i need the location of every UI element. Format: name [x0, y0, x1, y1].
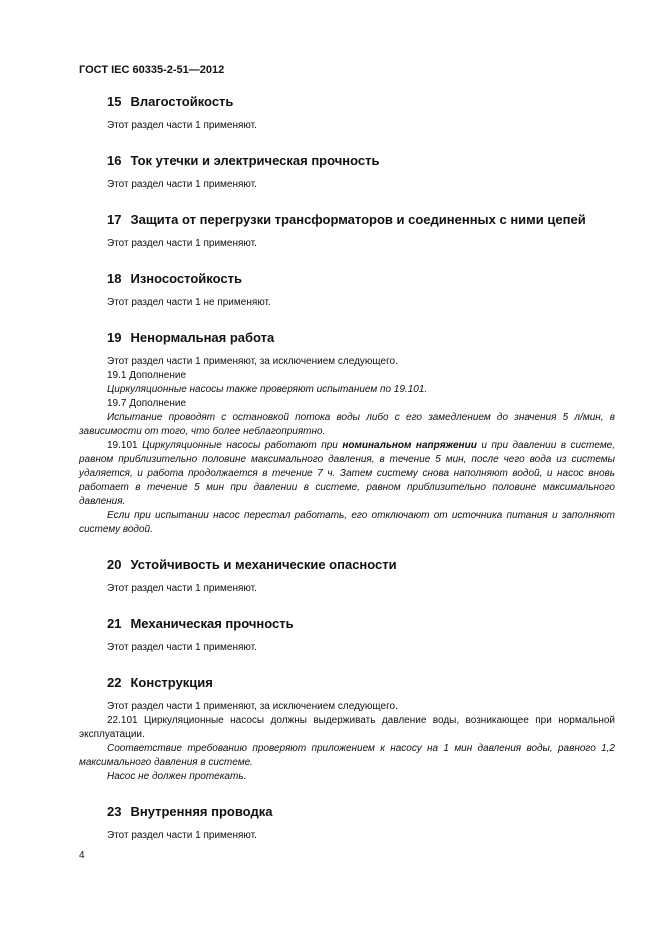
paragraph: Этот раздел части 1 применяют. — [107, 642, 257, 653]
paragraph: Этот раздел части 1 применяют. — [107, 179, 257, 190]
paragraph: Насос не должен протекать. — [107, 771, 247, 782]
paragraph: Этот раздел части 1 применяют. — [107, 238, 257, 249]
section-22 — [79, 675, 615, 784]
paragraph: Этот раздел части 1 не применяют. — [107, 297, 271, 308]
section-21 — [79, 616, 615, 655]
section-title: 22 Конструкция — [107, 675, 213, 690]
section-15 — [79, 94, 615, 133]
section-title: 23 Внутренняя проводка — [107, 804, 273, 819]
paragraph: Этот раздел части 1 применяют. — [107, 120, 257, 131]
section-19 — [79, 330, 615, 537]
document-header: ГОСТ IEC 60335-2-51—2012 — [79, 64, 225, 76]
page-number: 4 — [79, 850, 85, 861]
section-18 — [79, 271, 615, 310]
section-title: 16 Ток утечки и электрическая прочность — [107, 153, 380, 168]
paragraph: Этот раздел части 1 применяют. — [107, 830, 257, 841]
section-title: 19 Ненормальная работа — [107, 330, 275, 345]
section-title: 21 Механическая прочность — [107, 616, 294, 631]
paragraph: Этот раздел части 1 применяют, за исключением следующего. — [107, 701, 398, 712]
paragraph: Этот раздел части 1 применяют, за исключением следующего. — [107, 356, 398, 367]
clause-heading: 19.7 Дополнение — [107, 398, 187, 409]
document-content — [79, 86, 615, 843]
clause-19-101: 19.101 Циркуляционные насосы работают при номинальном напряжении и при давлении в системе, равном приблизительно половине максимального давления, в течение 5 мин, после чего вода из системы удаляется, и работа продолжается в течение 7 ч. Затем систему снова наполняют водой, и насос вновь работает в течение 5 мин при давлении в системе, равном приблизительно половине максимального давления. — [79, 440, 616, 507]
section-23 — [79, 804, 615, 843]
section-title: 20 Устойчивость и механические опасности — [107, 557, 397, 572]
paragraph: Испытание проводят с остановкой потока воды либо с его замедлением до значения 5 л/мин, в зависимости от того, что более неблагоприятно. — [79, 412, 615, 437]
section-title: 18 Износостойкость — [107, 271, 242, 286]
section-title: 15 Влагостойкость — [107, 94, 234, 109]
clause-heading: 19.1 Дополнение — [107, 370, 187, 381]
paragraph: Соответствие требованию проверяют приложением к насосу на 1 мин давления воды, равного 1,2 максимального давления в системе. — [79, 743, 615, 768]
section-20 — [79, 557, 615, 596]
paragraph: Циркуляционные насосы также проверяют испытанием по 19.101. — [107, 384, 428, 395]
section-17 — [79, 212, 615, 251]
paragraph: 22.101 Циркуляционные насосы должны выдерживать давление воды, возникающее при нормальной эксплуатации. — [79, 715, 615, 740]
paragraph: Этот раздел части 1 применяют. — [107, 583, 257, 594]
paragraph: Если при испытании насос перестал работать, его отключают от источника питания и заполняют систему водой. — [79, 510, 615, 535]
section-16 — [79, 153, 615, 192]
section-title: 17 Защита от перегрузки трансформаторов и соединенных с ними цепей — [107, 212, 586, 227]
